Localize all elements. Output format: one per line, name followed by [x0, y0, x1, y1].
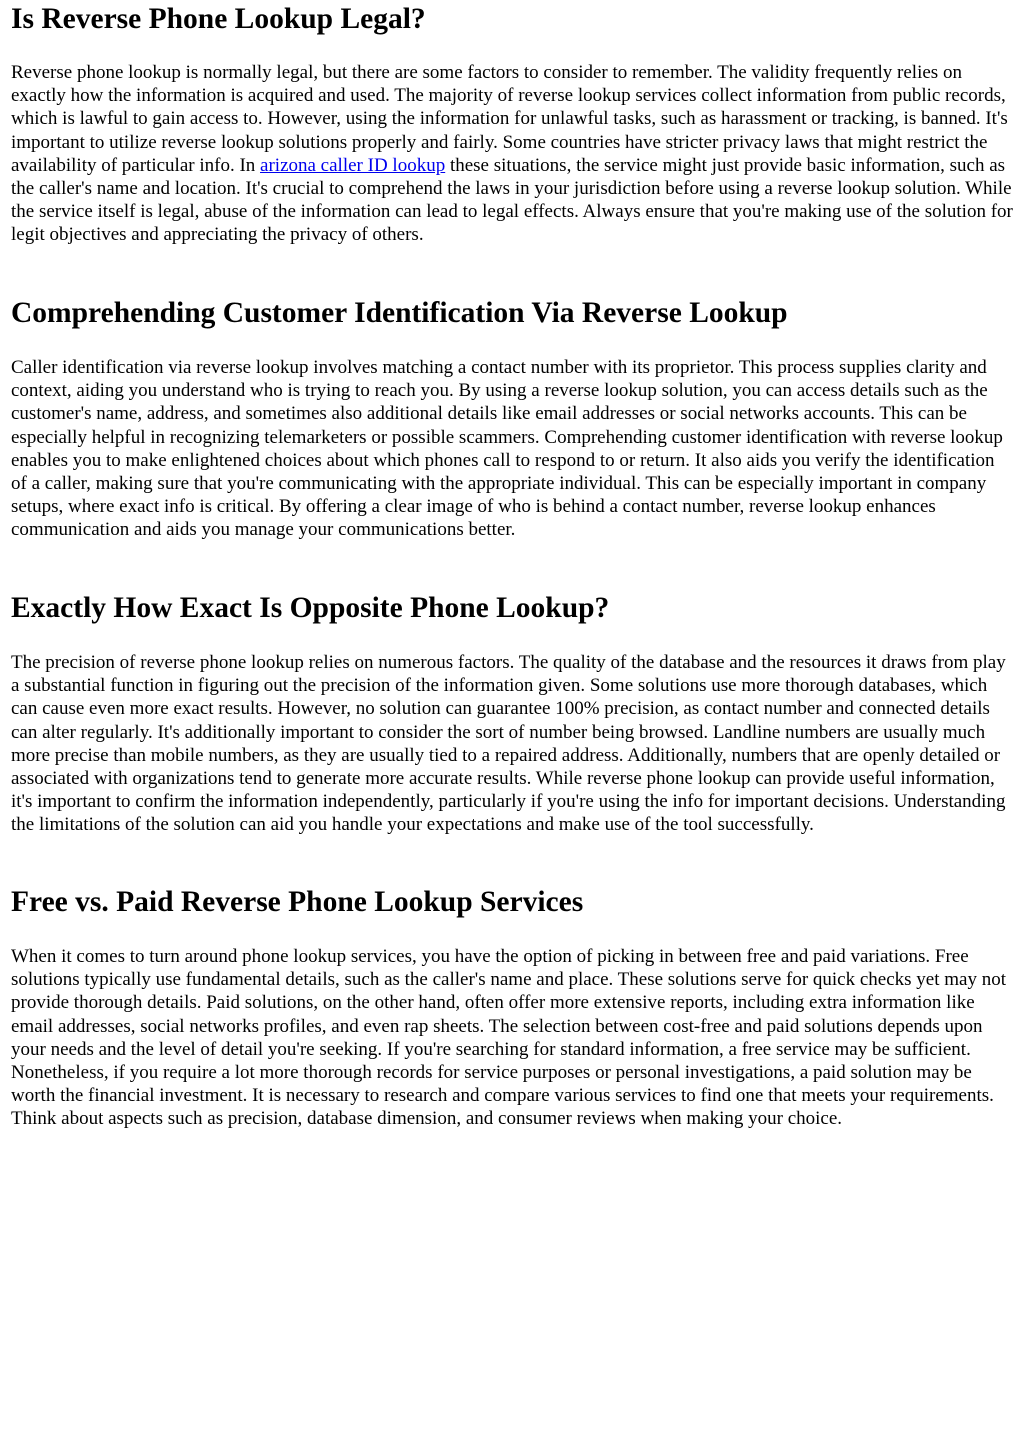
section-heading-legal: Is Reverse Phone Lookup Legal? [11, 3, 426, 35]
section-heading-accuracy: Exactly How Exact Is Opposite Phone Lookup? [11, 592, 610, 624]
section-body-accuracy: The precision of reverse phone lookup relies on numerous factors. The quality of the database and the resources it draws from play a substantial function in figuring out the precision of the information given. Some solutions use more thorough databases, which can cause even more exact results. However, no solution can guarantee 100% precision, as contact number and connected details can alter regularly. It's additionally important to consider the sort of number being browsed. Landline numbers are usually much more precise than mobile numbers, as they are usually tied to a repaired address. Additionally, numbers that are openly detailed or associated with organizations tend to generate more accurate results. While reverse phone lookup can provide useful information, it's important to confirm the information independently, particularly if you're using the info for important decisions. Understanding the limitations of the solution can aid you handle your expectations and make use of the tool successfully. [11, 652, 1006, 836]
section-heading-caller-identification: Comprehending Customer Identification Via Reverse Lookup [11, 297, 788, 329]
body-text-after-link: these situations, the service might just provide basic information, such as the caller's name and location. It's crucial to comprehend the laws in your jurisdiction before using a reverse lookup solution. While the service itself is legal, abuse of the information can lead to legal effects. Always ensure that you're making use of the solution for legit objectives and appreciating the privacy of others. [11, 154, 1013, 246]
section-heading-free-vs-paid: Free vs. Paid Reverse Phone Lookup Services [11, 886, 584, 918]
section-body-caller-identification: Caller identification via reverse lookup involves matching a contact number with its proprietor. This process supplies clarity and context, aiding you understand who is trying to reach you. By using a reverse lookup solution, you can access details such as the customer's name, address, and sometimes also additional details like email addresses or social networks accounts. This can be especially helpful in recognizing telemarketers or possible scammers. Comprehending customer identification with reverse lookup enables you to make enlightened choices about which phones call to respond to or return. It also aids you verify the identification of a caller, making sure that you're communicating with the appropriate individual. This can be especially important in company setups, where exact info is critical. By offering a clear image of who is behind a contact number, reverse lookup enhances communication and aids you manage your communications better. [11, 357, 1003, 541]
section-body-legal [11, 61, 1013, 247]
arizona-caller-id-lookup-link[interactable]: arizona caller ID lookup [260, 154, 446, 176]
section-body-free-vs-paid: When it comes to turn around phone lookup services, you have the option of picking in between free and paid variations. Free solutions typically use fundamental details, such as the caller's name and place. These solutions serve for quick checks yet may not provide thorough details. Paid solutions, on the other hand, often offer more extensive reports, including extra information like email addresses, social networks profiles, and even rap sheets. The selection between cost-free and paid solutions depends upon your needs and the level of detail you're seeking. If you're searching for standard information, a free service may be sufficient. Nonetheless, if you require a lot more thorough records for service purposes or personal investigations, a paid solution may be worth the financial investment. It is necessary to research and compare various services to find one that meets your requirements. Think about aspects such as precision, database dimension, and consumer reviews when making your choice. [11, 946, 1007, 1130]
body-text-before-link: Reverse phone lookup is normally legal, but there are some factors to consider to remember. The validity frequently relies on exactly how the information is acquired and used. The majority of reverse lookup services collect information from public records, which is lawful to gain access to. However, using the information for unlawful tasks, such as harassment or tracking, is banned. It's important to utilize reverse lookup solutions properly and fairly. Some countries have stricter privacy laws that might restrict the availability of particular info. In [11, 62, 1008, 176]
